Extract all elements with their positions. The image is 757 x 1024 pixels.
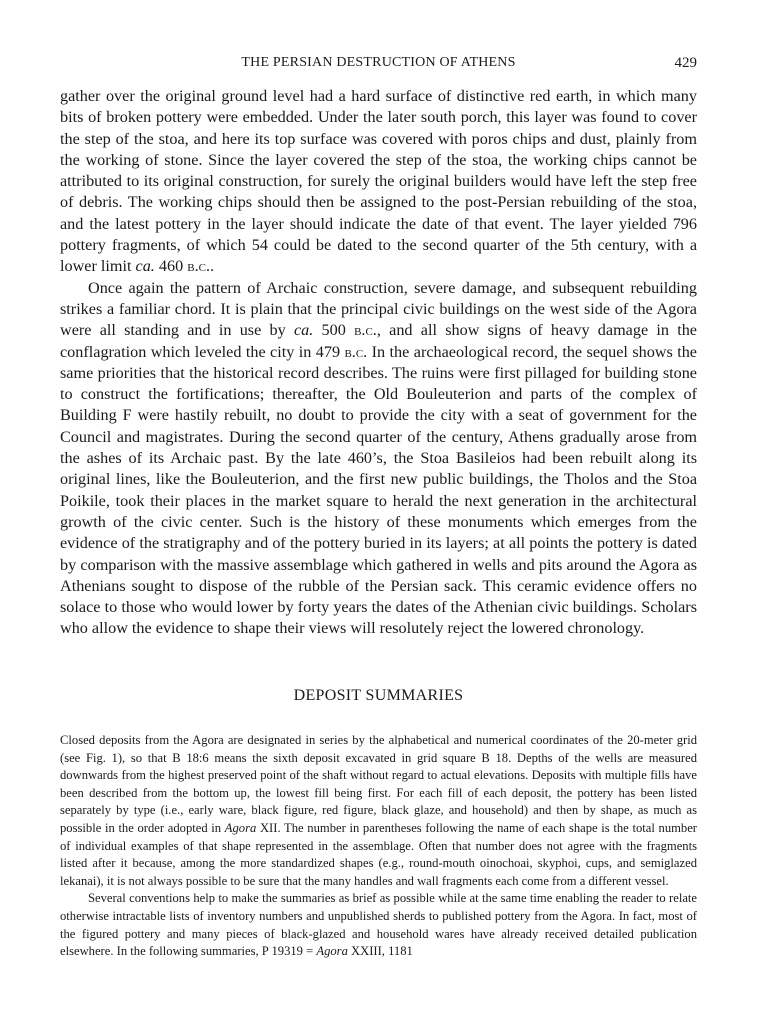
body-paragraph-1: gather over the original ground level had a hard surface of distinctive red earth, in which many bits of broken pottery were embedded. Under the later south porch, this layer was found to cover the step of the stoa, and here its top surface was covered with poros chips and dust, plainly from the working of stone. Since the layer covered the step of the stoa, the working chips cannot be attributed to its original construction, for surely the original builders would have left the step free of debris. The working chips should then be assigned to the post-Persian rebuilding of the stoa, and the latest pottery in the layer should indicate the date of that event. The layer yielded 796 pottery fragments, of which 54 could be dated to the second quarter of the 5th century, with a lower limit ca. 460 b.c.. xyxy=(60,87,697,276)
section-heading: DEPOSIT SUMMARIES xyxy=(293,687,464,704)
deposit-summaries-text xyxy=(60,732,697,961)
body-paragraph-2: Once again the pattern of Archaic construction, severe damage, and subsequent rebuilding strikes a familiar chord. It is plain that the principal civic buildings on the west side of the Agora were all standing and in use by ca. 500 b.c., and all show signs of heavy damage in the conflagration which leveled the city in 479 b.c. In the archaeological record, the sequel shows the same priorities that the historical record describes. The ruins were first pillaged for building stone to construct the fortifications; thereafter, the Old Bouleuterion and parts of the complex of Building F were hastily rebuilt, no doubt to provide the city with a seat of government for the Council and magistrates. During the second quarter of the century, Athens gradually arose from the ashes of its Archaic past. By the late 460’s, the Stoa Basileios had been rebuilt along its original lines, like the Bouleuterion, and the first new public buildings, the Tholos and the Stoa Poikile, took their places in the market square to herald the next generation in the architectural growth of the civic center. Such is the history of these monuments which emerges from the evidence of the stratigraphy and of the pottery buried in its layers; at all points the pottery is dated by comparison with the massive assemblage which gathered in wells and pits around the Agora as Athenians sought to dispose of the rubble of the Persian sack. This ceramic evidence offers no solace to those who would lower by forty years the dates of the Athenian civic buildings. Scholars who allow the evidence to shape their views will resolutely reject the lowered chronology. xyxy=(60,278,697,638)
main-body-text xyxy=(60,86,697,640)
running-title: THE PERSIAN DESTRUCTION OF ATHENS xyxy=(241,55,516,70)
summary-paragraph-2: Several conventions help to make the summaries as brief as possible while at the same time enabling the reader to relate otherwise intractable lists of inventory numbers and unpublished sherds to published pottery from the Agora. In fact, most of the figured pottery and many pieces of black-glazed and household wares have already received detailed publication elsewhere. In the following summaries, P 19319 = Agora XXIII, 1181 xyxy=(60,891,697,959)
summary-paragraph-1: Closed deposits from the Agora are designated in series by the alphabetical and numerical coordinates of the 20-meter grid (see Fig. 1), so that B 18:6 means the sixth deposit excavated in grid square B 18. Depths of the wells are measured downwards from the highest preserved point of the shaft without regard to actual elevations. Deposits with multiple fills have been described from the bottom up, the lowest fill being first. For each fill of each deposit, the pottery has been listed separately by type (i.e., early ware, black figure, red figure, black glaze, and household) and then by shape, as much as possible in the order adopted in Agora XII. The number in parentheses following the name of each shape is the total number of individual examples of that shape represented in the assemblage. Often that number does not agree with the fragments listed after it because, among the more standardized shapes (e.g., round-mouth oinochoai, skyphoi, cups, and semiglazed lekanai), it is not always possible to be sure that the many handles and wall fragments each come from a different vessel. xyxy=(60,733,697,888)
page-number: 429 xyxy=(674,55,697,71)
running-header xyxy=(60,55,697,75)
